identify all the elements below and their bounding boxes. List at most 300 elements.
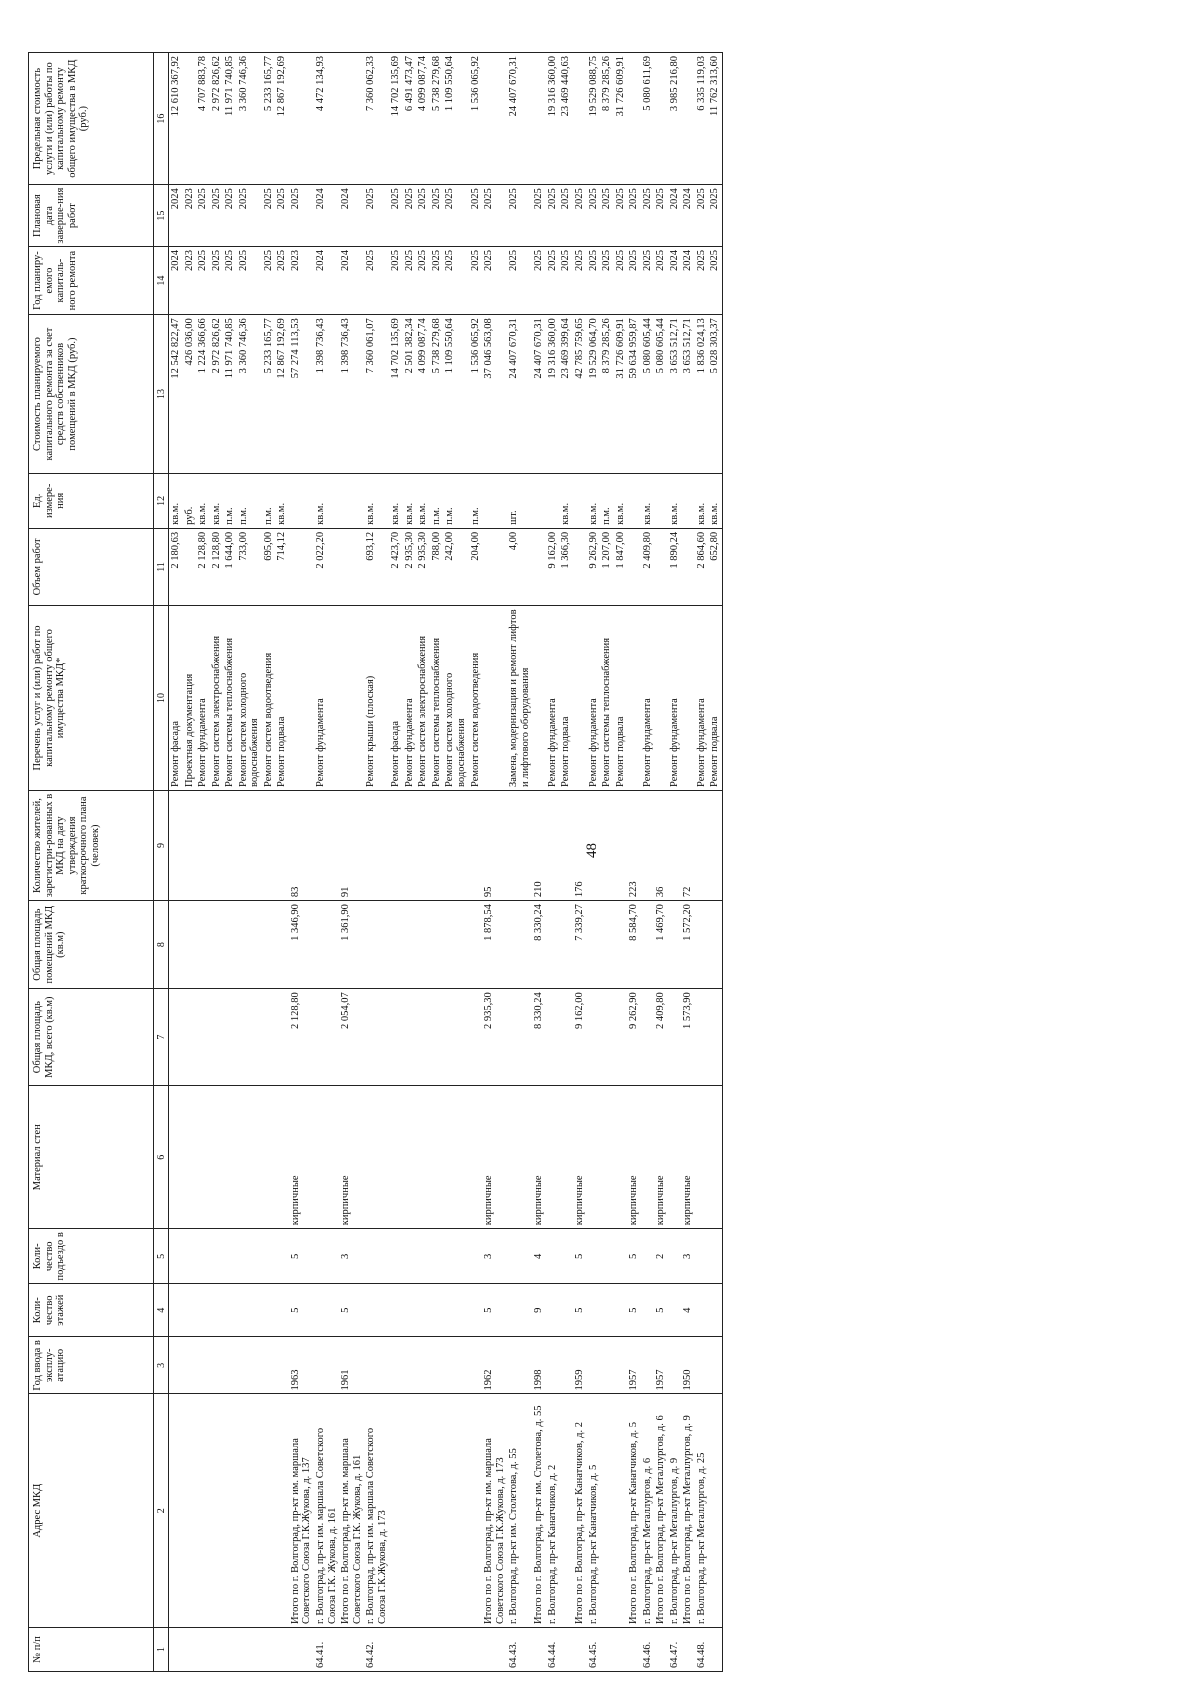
column-number: 2 <box>154 1394 169 1627</box>
table-cell: 1961 <box>339 1337 364 1394</box>
table-cell <box>668 790 682 900</box>
table-cell: 24 407 670,31 <box>507 53 532 185</box>
table-cell: 2025 <box>708 246 722 314</box>
table-cell <box>430 1627 444 1671</box>
table-cell <box>443 790 468 900</box>
table-cell: 2 935,30 <box>482 989 507 1086</box>
table-cell <box>389 901 403 989</box>
table-cell <box>546 1229 560 1284</box>
table-cell: 3 360 746,36 <box>237 315 262 474</box>
table-cell <box>169 1337 183 1394</box>
table-cell <box>469 1086 483 1229</box>
column-header: Коли-чество подъездо в <box>29 1229 154 1284</box>
table-cell <box>708 1284 722 1337</box>
table-cell: 3 <box>681 1229 695 1284</box>
column-header: Коли-чество этажей <box>29 1284 154 1337</box>
header-row <box>29 53 154 1672</box>
table-cell: 1 366,30 <box>559 528 573 605</box>
table-cell: 176 <box>573 790 587 900</box>
table-cell: 1957 <box>627 1337 641 1394</box>
table-cell <box>600 1337 614 1394</box>
table-cell <box>573 1627 587 1671</box>
table-cell: 2024 <box>668 185 682 247</box>
table-cell <box>364 989 389 1086</box>
table-cell <box>403 1229 417 1284</box>
table-cell: 12 867 192,69 <box>275 53 289 185</box>
table-cell <box>183 1086 197 1229</box>
table-cell <box>223 790 237 900</box>
table-cell: 788,00 <box>430 528 444 605</box>
table-cell <box>210 1394 224 1627</box>
table-cell <box>314 901 339 989</box>
table-row <box>364 53 389 1672</box>
table-cell <box>416 1284 430 1337</box>
table-cell: г. Волгоград, пр-кт Канатчиков, д. 5 <box>587 1394 601 1627</box>
table-row <box>416 53 430 1672</box>
table-cell <box>708 1394 722 1627</box>
table-cell: 1963 <box>289 1337 314 1394</box>
table-cell <box>210 901 224 989</box>
table-cell <box>546 473 560 528</box>
table-cell <box>403 790 417 900</box>
table-cell <box>614 1627 628 1671</box>
table-cell <box>573 53 587 185</box>
table-cell: кирпичные <box>289 1086 314 1229</box>
table-cell <box>559 1337 573 1394</box>
table-cell: Ремонт систем холодного водоснабжения <box>237 605 262 790</box>
table-cell: 2025 <box>573 246 587 314</box>
table-cell: 2025 <box>289 185 314 247</box>
table-cell: 64.47. <box>668 1627 682 1671</box>
table-cell: 2 409,80 <box>654 989 668 1086</box>
table-cell: 31 726 609,91 <box>614 315 628 474</box>
column-header: № п/п <box>29 1627 154 1671</box>
table-cell <box>183 790 197 900</box>
table-cell: 8 584,70 <box>627 901 641 989</box>
table-cell <box>196 1627 210 1671</box>
table-cell <box>507 1086 532 1229</box>
table-cell <box>546 989 560 1086</box>
table-cell <box>430 1086 444 1229</box>
table-cell: Ремонт фундамента <box>314 605 339 790</box>
table-cell <box>654 53 668 185</box>
table-cell: 1 847,00 <box>614 528 628 605</box>
table-cell: 2024 <box>681 246 695 314</box>
table-cell <box>183 1627 197 1671</box>
table-row <box>237 53 262 1672</box>
table-row <box>196 53 210 1672</box>
table-cell <box>389 1229 403 1284</box>
table-cell <box>223 1086 237 1229</box>
table-cell <box>627 528 641 605</box>
table-cell: 2 935,30 <box>416 528 430 605</box>
table-cell: Ремонт систем электроснабжения <box>210 605 224 790</box>
table-cell <box>416 901 430 989</box>
table-cell: 2 501 382,34 <box>403 315 417 474</box>
table-cell: кирпичные <box>482 1086 507 1229</box>
table-cell: кирпичные <box>532 1086 546 1229</box>
table-cell <box>546 1086 560 1229</box>
table-cell <box>546 790 560 900</box>
table-cell <box>587 1229 601 1284</box>
table-cell <box>403 1627 417 1671</box>
table-cell: 1962 <box>482 1337 507 1394</box>
table-cell <box>262 1229 276 1284</box>
table-cell <box>546 1337 560 1394</box>
table-cell: 2024 <box>169 185 183 247</box>
table-cell: 24 407 670,31 <box>532 315 546 474</box>
table-row <box>668 53 682 1672</box>
table-row <box>443 53 468 1672</box>
column-number: 9 <box>154 790 169 900</box>
table-cell: Ремонт фундамента <box>196 605 210 790</box>
table-cell: 2025 <box>482 185 507 247</box>
table-cell: 4 099 087,74 <box>416 315 430 474</box>
table-cell: 2025 <box>443 246 468 314</box>
table-cell <box>532 1627 546 1671</box>
table-row <box>339 53 364 1672</box>
table-cell: 2025 <box>389 185 403 247</box>
table-cell: 2024 <box>314 246 339 314</box>
table-cell <box>196 1394 210 1627</box>
table-cell <box>223 1284 237 1337</box>
table-cell: 2 128,80 <box>196 528 210 605</box>
table-cell: 2 128,80 <box>210 528 224 605</box>
table-cell <box>681 473 695 528</box>
table-cell <box>210 1229 224 1284</box>
table-cell: 2025 <box>695 185 709 247</box>
table-cell <box>507 1284 532 1337</box>
table-row <box>469 53 483 1672</box>
table-cell <box>668 1284 682 1337</box>
table-cell: п.м. <box>600 473 614 528</box>
table-cell <box>389 1086 403 1229</box>
table-cell: 4 <box>532 1229 546 1284</box>
table-cell <box>339 1627 364 1671</box>
table-cell: 2025 <box>641 246 655 314</box>
table-cell: 2025 <box>469 185 483 247</box>
table-cell: кирпичные <box>573 1086 587 1229</box>
table-cell <box>708 790 722 900</box>
table-cell <box>532 605 546 790</box>
table-cell <box>169 1627 183 1671</box>
table-cell <box>262 1337 276 1394</box>
table-cell: Ремонт подвала <box>708 605 722 790</box>
table-cell: 2025 <box>196 246 210 314</box>
table-row <box>708 53 722 1672</box>
table-cell: Итого по г. Волгоград, пр-кт им. маршала Советского Союза Г.К.Жукова, д. 173 <box>482 1394 507 1627</box>
table-cell <box>627 53 641 185</box>
table-cell: 2025 <box>430 246 444 314</box>
table-cell <box>627 605 641 790</box>
table-cell <box>237 1337 262 1394</box>
table-cell: 7 339,27 <box>573 901 587 989</box>
table-cell: Итого по г. Волгоград, пр-кт им. Столетова, д. 55 <box>532 1394 546 1627</box>
table-cell: 4 099 087,74 <box>416 53 430 185</box>
table-cell <box>587 901 601 989</box>
table-cell <box>430 1394 444 1627</box>
table-cell: Проектная документация <box>183 605 197 790</box>
table-cell <box>289 473 314 528</box>
table-cell <box>339 528 364 605</box>
table-cell: Итого по г. Волгоград, пр-кт Канатчиков, д. 5 <box>627 1394 641 1627</box>
table-cell: 1 536 065,92 <box>469 53 483 185</box>
table-cell <box>614 1394 628 1627</box>
table-cell: 5 080 605,44 <box>654 315 668 474</box>
table-cell <box>641 901 655 989</box>
table-cell: Итого по г. Волгоград, пр-кт им. маршала Советского Союза Г.К.Жукова, д. 137 <box>289 1394 314 1627</box>
table-cell: Ремонт фундамента <box>641 605 655 790</box>
table-row <box>573 53 587 1672</box>
table-cell: 2024 <box>668 246 682 314</box>
table-cell: 12 610 367,92 <box>169 53 183 185</box>
table-cell <box>443 1337 468 1394</box>
table-cell: 3 653 512,71 <box>681 315 695 474</box>
table-cell: 2025 <box>654 246 668 314</box>
table-cell: кв.м. <box>275 473 289 528</box>
table-cell: 23 469 440,63 <box>559 53 573 185</box>
table-cell: 6 335 119,03 <box>695 53 709 185</box>
table-cell: 5 <box>289 1229 314 1284</box>
table-cell: 36 <box>654 790 668 900</box>
table-cell <box>482 605 507 790</box>
table-cell: 6 491 473,47 <box>403 53 417 185</box>
table-cell <box>389 1337 403 1394</box>
table-cell: 2023 <box>183 246 197 314</box>
table-cell <box>403 1086 417 1229</box>
table-cell: 2 935,30 <box>403 528 417 605</box>
table-cell: 5 <box>482 1284 507 1337</box>
rotated-page <box>28 52 1188 1672</box>
table-cell <box>469 1229 483 1284</box>
table-cell <box>237 1394 262 1627</box>
table-cell <box>237 1086 262 1229</box>
table-row <box>507 53 532 1672</box>
table-cell <box>559 790 573 900</box>
table-cell: Ремонт системы теплоснабжения <box>600 605 614 790</box>
table-row <box>210 53 224 1672</box>
capital-repair-table <box>28 52 723 1672</box>
table-cell <box>600 790 614 900</box>
table-row <box>532 53 546 1672</box>
table-cell <box>559 1229 573 1284</box>
table-cell <box>627 473 641 528</box>
table-cell: Ремонт систем водоотведения <box>262 605 276 790</box>
table-cell <box>262 1394 276 1627</box>
table-cell: 9 262,90 <box>587 528 601 605</box>
table-cell: 693,12 <box>364 528 389 605</box>
table-cell: 2 <box>654 1229 668 1284</box>
table-cell <box>614 989 628 1086</box>
table-cell: 2025 <box>237 246 262 314</box>
table-cell: 652,80 <box>708 528 722 605</box>
column-header: Ед. измере-ния <box>29 473 154 528</box>
table-cell <box>708 1627 722 1671</box>
table-cell <box>469 790 483 900</box>
table-cell <box>339 473 364 528</box>
table-cell <box>416 790 430 900</box>
table-row <box>314 53 339 1672</box>
table-body <box>169 53 723 1672</box>
table-cell: 83 <box>289 790 314 900</box>
table-cell <box>314 1337 339 1394</box>
table-cell <box>289 528 314 605</box>
table-cell: 11 971 740,85 <box>223 315 237 474</box>
table-cell <box>275 790 289 900</box>
table-cell <box>587 1284 601 1337</box>
table-cell: 2024 <box>339 185 364 247</box>
table-cell: 2 409,80 <box>641 528 655 605</box>
table-cell: шт. <box>507 473 532 528</box>
table-cell: 19 316 360,00 <box>546 315 560 474</box>
table-cell <box>600 989 614 1086</box>
table-cell: 2023 <box>289 246 314 314</box>
table-cell <box>364 1086 389 1229</box>
table-cell <box>695 1229 709 1284</box>
table-cell: 2025 <box>430 185 444 247</box>
table-cell <box>443 1229 468 1284</box>
table-cell: 7 360 062,33 <box>364 53 389 185</box>
table-cell: п.м. <box>223 473 237 528</box>
table-cell: кв.м. <box>169 473 183 528</box>
table-cell <box>196 1229 210 1284</box>
table-cell <box>275 1229 289 1284</box>
table-cell <box>389 790 403 900</box>
table-cell <box>469 1394 483 1627</box>
table-cell: 2025 <box>600 246 614 314</box>
table-cell: 64.46. <box>641 1627 655 1671</box>
table-cell: 4 707 883,78 <box>196 53 210 185</box>
table-cell: Ремонт фундамента <box>695 605 709 790</box>
table-row <box>641 53 655 1672</box>
table-cell: Ремонт фундамента <box>587 605 601 790</box>
table-cell: 3 <box>482 1229 507 1284</box>
column-number: 5 <box>154 1229 169 1284</box>
table-cell <box>614 1284 628 1337</box>
table-cell <box>364 790 389 900</box>
table-cell: 2 180,63 <box>169 528 183 605</box>
table-cell: г. Волгоград, пр-кт Канатчиков, д. 2 <box>546 1394 560 1627</box>
table-cell: 5 <box>289 1284 314 1337</box>
column-header: Общая площадь МКД, всего (кв.м) <box>29 989 154 1086</box>
table-cell: 19 316 360,00 <box>546 53 560 185</box>
table-cell: Ремонт фасада <box>169 605 183 790</box>
table-cell: 1 536 065,92 <box>469 315 483 474</box>
table-cell <box>469 901 483 989</box>
table-cell <box>416 1229 430 1284</box>
table-cell: 2025 <box>573 185 587 247</box>
table-cell <box>443 989 468 1086</box>
column-number: 12 <box>154 473 169 528</box>
table-cell: 2023 <box>183 185 197 247</box>
table-cell <box>507 1337 532 1394</box>
table-cell <box>507 901 532 989</box>
table-cell <box>668 1229 682 1284</box>
table-cell <box>482 528 507 605</box>
table-row <box>600 53 614 1672</box>
table-cell: 1998 <box>532 1337 546 1394</box>
table-cell: 2025 <box>403 246 417 314</box>
table-cell <box>614 1086 628 1229</box>
column-header: Объем работ <box>29 528 154 605</box>
table-cell: 5 <box>573 1229 587 1284</box>
table-cell <box>403 1284 417 1337</box>
table-cell <box>708 989 722 1086</box>
table-cell <box>196 901 210 989</box>
table-cell: 64.42. <box>364 1627 389 1671</box>
table-cell <box>275 1337 289 1394</box>
table-cell <box>314 1086 339 1229</box>
table-cell: 2025 <box>532 246 546 314</box>
table-cell <box>469 989 483 1086</box>
table-cell <box>210 1337 224 1394</box>
table-cell <box>695 790 709 900</box>
table-cell: 1 890,24 <box>668 528 682 605</box>
column-header: Год планиру-емого капиталь-ного ремонта <box>29 246 154 314</box>
table-cell: 9 162,00 <box>573 989 587 1086</box>
table-cell: Замена, модернизация и ремонт лифтов и лифтового оборудования <box>507 605 532 790</box>
table-row <box>627 53 641 1672</box>
table-cell: 1959 <box>573 1337 587 1394</box>
table-cell <box>641 1337 655 1394</box>
table-cell: 1957 <box>654 1337 668 1394</box>
table-cell: 1 878,54 <box>482 901 507 989</box>
table-cell <box>169 901 183 989</box>
table-cell: 2025 <box>614 246 628 314</box>
table-cell: 695,00 <box>262 528 276 605</box>
column-number: 16 <box>154 53 169 185</box>
table-cell <box>416 1394 430 1627</box>
table-cell: кирпичные <box>627 1086 641 1229</box>
table-cell: 3 653 512,71 <box>668 315 682 474</box>
table-cell <box>641 989 655 1086</box>
table-cell: 2025 <box>600 185 614 247</box>
table-cell <box>389 989 403 1086</box>
table-cell: 733,00 <box>237 528 262 605</box>
table-cell: Ремонт крыши (плоская) <box>364 605 389 790</box>
table-cell <box>708 1337 722 1394</box>
table-cell: 5 738 279,68 <box>430 315 444 474</box>
table-cell <box>403 989 417 1086</box>
table-cell: 1 346,90 <box>289 901 314 989</box>
column-header: Год ввода в эксплу-атацию <box>29 1337 154 1394</box>
table-cell: Итого по г. Волгоград, пр-кт Металлургов, д. 9 <box>681 1394 695 1627</box>
table-cell: 5 <box>654 1284 668 1337</box>
table-cell: 1 398 736,43 <box>314 315 339 474</box>
table-cell <box>339 605 364 790</box>
table-cell: 23 469 399,64 <box>559 315 573 474</box>
table-cell: г. Волгоград, пр-кт им. Столетова, д. 55 <box>507 1394 532 1627</box>
table-cell: 4,00 <box>507 528 532 605</box>
table-cell: кирпичные <box>339 1086 364 1229</box>
table-cell: 64.44. <box>546 1627 560 1671</box>
table-cell: 1 398 736,43 <box>339 315 364 474</box>
column-number-row <box>154 53 169 1672</box>
table-cell: 95 <box>482 790 507 900</box>
table-cell: кв.м. <box>196 473 210 528</box>
table-cell: кв.м. <box>614 473 628 528</box>
table-cell <box>196 989 210 1086</box>
table-cell <box>430 989 444 1086</box>
table-cell: 7 360 061,07 <box>364 315 389 474</box>
table-cell: кв.м. <box>364 473 389 528</box>
table-cell: 204,00 <box>469 528 483 605</box>
table-cell: г. Волгоград, пр-кт Металлургов, д. 6 <box>641 1394 655 1627</box>
table-cell <box>169 1284 183 1337</box>
table-cell <box>314 1229 339 1284</box>
table-cell: п.м. <box>469 473 483 528</box>
table-cell: кв.м. <box>695 473 709 528</box>
